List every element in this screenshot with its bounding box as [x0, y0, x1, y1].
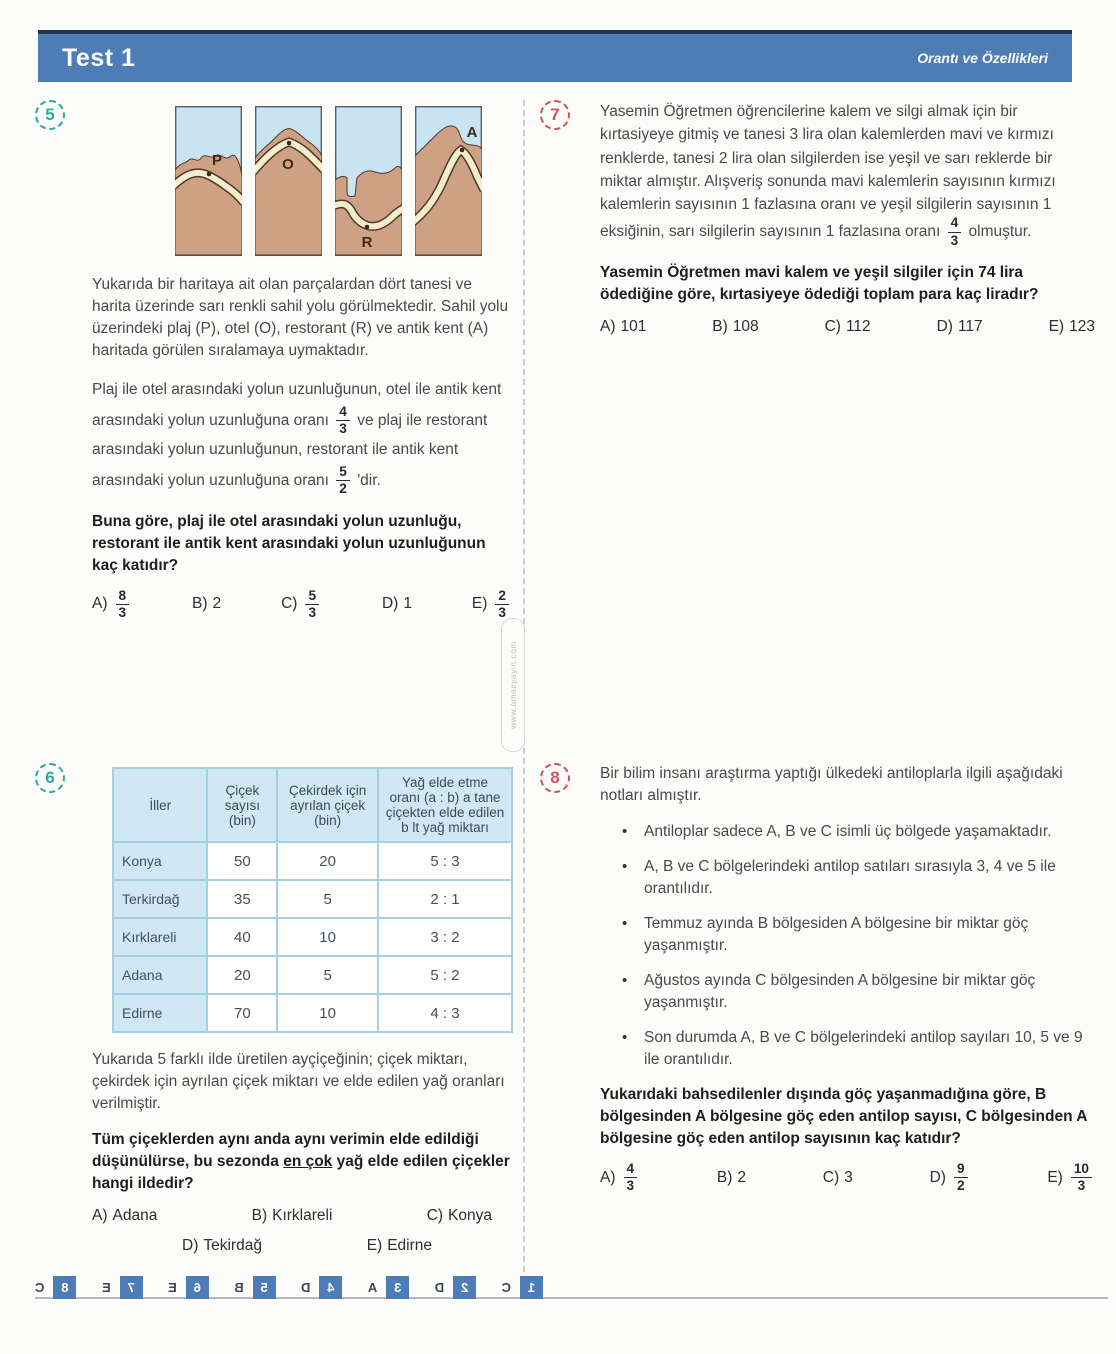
q7-options [600, 318, 1095, 336]
q5-option-b: B) 2 [192, 595, 222, 613]
answer-number: 3 [386, 1276, 409, 1299]
question-number-badge: 6 [35, 763, 65, 793]
answer-letter: C [35, 1280, 45, 1295]
q8-option-d: D) $\frac{9}{2}$ [930, 1162, 971, 1194]
list-item: • Ağustos ayında C bölgesinden A bölgesine bir miktar göç yaşanmıştır. [622, 970, 1095, 1014]
q5-fraction-4-3: $\frac{4}{3}$ [336, 405, 350, 437]
q8-question: Yukarıdaki bahsedilenler dışında göç yaşanmadığına göre, B bölgesinden A bölgesine göç eden antilop sayısı, C bölgesinden A bölgesine göç eden antilop sayısının kaç katıdır? [600, 1086, 1087, 1147]
q7-option-b: B) 108 [712, 317, 759, 335]
table-row: Edirne 70 10 4 : 3 [113, 994, 512, 1032]
q8-option-e: E) $\frac{10}{3}$ [1047, 1162, 1095, 1194]
answer-key-item [35, 1276, 76, 1299]
answer-number: 4 [319, 1276, 342, 1299]
answer-letter: D [301, 1280, 311, 1295]
answer-number: 2 [453, 1276, 476, 1299]
question-number-badge: 5 [35, 100, 65, 130]
answer-key-item [301, 1276, 342, 1299]
q8-option-a: A) $\frac{4}{3}$ [600, 1162, 640, 1194]
q6-option-e: E) Edirne [366, 1237, 432, 1254]
map-piece-p [175, 106, 242, 256]
q5-p2-text-a: Plaj ile otel arasındaki yolun uzunluğunun, otel ile antik kent arasındaki yolun uzunluğuna oranı [92, 381, 502, 429]
q6-col-header-iller: İller [113, 768, 207, 842]
table-row: Kırklareli 40 10 3 : 2 [113, 918, 512, 956]
answer-strip [35, 1276, 543, 1299]
q6-option-a: A) Adana [92, 1207, 158, 1224]
map-label-o: O [282, 156, 294, 173]
answer-key-item [234, 1276, 275, 1299]
q7-option-e: E) 123 [1048, 317, 1095, 335]
map-label-p: P [211, 152, 223, 169]
answer-number: 8 [53, 1276, 76, 1299]
q5-option-a: A) $\frac{8}{3}$ [92, 589, 132, 621]
list-item: • Son durumda A, B ve C bölgelerindeki antilop sayıları 10, 5 ve 9 ile orantılıdır. [622, 1027, 1095, 1071]
q6-data-table [112, 767, 513, 1033]
answer-key-item [502, 1276, 543, 1299]
q5-fraction-5-2: $\frac{5}{2}$ [336, 465, 350, 497]
list-item: • Antiloplar sadece A, B ve C isimli üç bölgede yaşamaktadır. [622, 821, 1095, 843]
question-7 [540, 100, 1095, 336]
q7-option-a: A) 101 [600, 317, 647, 335]
q6-options-row-2 [182, 1237, 432, 1255]
q5-question: Buna göre, plaj ile otel arasındaki yolun uzunluğu, restorant ile antik kent arasındaki yolun uzunluğunun kaç katıdır? [92, 512, 486, 574]
q7-p1-text-a: Yasemin Öğretmen öğrencilerine kalem ve silgi almak için bir kırtasiyeye gitmiş ve tanesi 3 lira olan kalemlerden mavi ve kırmızı renklerde, tanesi 2 lira olan silgilerden ise yeşil ve sarı reklerde bir miktar almıştır. Alışveriş sonunda mavi kalemlerin sayısının kırmızı kalemlerin sayısının 1 fazlasına oranı ve yeşil silgilerin sayısının 1 eksiğinin, sarı silgilerin sayısının 1 fazlasına oranı [600, 103, 1056, 241]
q6-option-b: B) Kırklareli [251, 1207, 333, 1224]
q5-paragraph-1: Yukarıda bir haritaya ait olan parçalardan dört tanesi ve harita üzerinde sarı renkli sahil yolu görülmektedir. Sahil yolu üzerindeki plaj (P), otel (O), restorant (R) ve antik kent (A) haritada görülen sıralamaya uymaktadır. [92, 276, 509, 359]
map-pieces-figure [175, 106, 513, 256]
question-8 [540, 763, 1089, 1194]
q5-paragraph-2 [92, 376, 513, 497]
answer-key-item [102, 1276, 143, 1299]
answer-key-item [435, 1276, 476, 1299]
answer-letter: E [101, 1280, 111, 1295]
q6-col-header-oran: Yağ elde etme oranı (a : b) a tane çiçekten elde edilen b lt yağ miktarı [378, 768, 512, 842]
q5-option-e: E) $\frac{2}{3}$ [472, 589, 512, 621]
q6-option-d: D) Tekirdağ [182, 1237, 262, 1254]
q6-underlined-phrase: en çok [283, 1153, 333, 1170]
map-piece-o [255, 106, 322, 256]
q5-options [92, 589, 512, 621]
q5-p2-text-b: ve plaj ile restorant arasındaki yolun uzunluğunun, restorant ile antik kent arasındaki yolun uzunluğuna oranı [92, 411, 488, 489]
q7-option-c: C) 112 [824, 317, 871, 335]
map-piece-r [335, 106, 402, 256]
q5-option-d: D) 1 [381, 595, 412, 613]
publisher-watermark [501, 618, 525, 752]
answer-letter: A [367, 1280, 378, 1295]
q8-intro: Bir bilim insanı araştırma yaptığı ülkedeki antiloplarla ilgili aşağıdaki notları almıştır. [600, 765, 1063, 804]
q6-question: Tüm çiçeklerden aynı anda aynı verimin elde edildiği düşünülürse, bu sezonda en çok yağ elde edilen çiçekler hangi ildedir? [92, 1131, 510, 1192]
test-title: Test 1 [62, 43, 136, 72]
question-number-badge: 8 [540, 763, 570, 793]
answer-letter: C [501, 1280, 511, 1295]
q7-fraction-4-3: $\frac{4}{3}$ [948, 216, 962, 248]
map-piece-a [415, 106, 482, 256]
question-6 [35, 763, 513, 1255]
q6-col-header-cicek: Çiçek sayısı (bin) [207, 768, 277, 842]
topic-title: Orantı ve Özellikleri [917, 50, 1048, 66]
q6-col-header-cekirdek: Çekirdek için ayrılan çiçek (bin) [277, 768, 378, 842]
map-label-r: R [361, 234, 373, 251]
header-bar [38, 30, 1072, 82]
question-5 [35, 100, 513, 620]
watermark-text: www.amacyayin.com [508, 641, 519, 729]
answer-number: 5 [253, 1276, 276, 1299]
q5-option-c: C) $\frac{5}{3}$ [281, 589, 322, 621]
answer-number: 6 [186, 1276, 209, 1299]
q6-options-row-1 [92, 1207, 492, 1225]
q6-option-c: C) Konya [426, 1207, 492, 1224]
answer-letter: D [434, 1280, 445, 1295]
question-number-badge: 7 [540, 100, 570, 130]
answer-number: 7 [120, 1276, 143, 1299]
table-row: Konya 50 20 5 : 3 [113, 842, 512, 880]
q8-bullet-list [600, 821, 1095, 1071]
q6-paragraph-1: Yukarıda 5 farklı ilde üretilen ayçiçeğinin; çiçek miktarı, çekirdek için ayrılan çiçek miktarı ve elde edilen yağ oranları verilmiştir. [92, 1051, 505, 1112]
q8-option-b: B) 2 [716, 1168, 746, 1186]
list-item: • A, B ve C bölgelerindeki antilop satıları sırasıyla 3, 4 ve 5 ile orantılıdır. [622, 856, 1095, 900]
answer-key-item [368, 1276, 409, 1299]
map-label-a: A [466, 124, 478, 141]
q7-p1-text-b: olmuştur. [968, 223, 1032, 241]
q5-p2-text-c: 'dir. [357, 471, 381, 489]
table-row: Terkirdağ 35 5 2 : 1 [113, 880, 512, 918]
list-item: • Temmuz ayında B bölgesiden A bölgesine bir miktar göç yaşanmıştır. [622, 913, 1095, 957]
answer-letter: E [168, 1280, 177, 1295]
q7-paragraph-1 [600, 100, 1095, 248]
q7-option-d: D) 117 [936, 317, 983, 335]
answer-letter: B [234, 1280, 244, 1295]
q7-question: Yasemin Öğretmen mavi kalem ve yeşil silgiler için 74 lira ödediğine göre, kırtasiyeye ödediği toplam para kaç liradır? [600, 263, 1039, 303]
q8-options [600, 1162, 1095, 1194]
answer-number: 1 [520, 1276, 543, 1299]
q8-option-c: C) 3 [822, 1168, 853, 1186]
answer-key-item [168, 1276, 209, 1299]
table-row: Adana 20 5 5 : 2 [113, 956, 512, 994]
